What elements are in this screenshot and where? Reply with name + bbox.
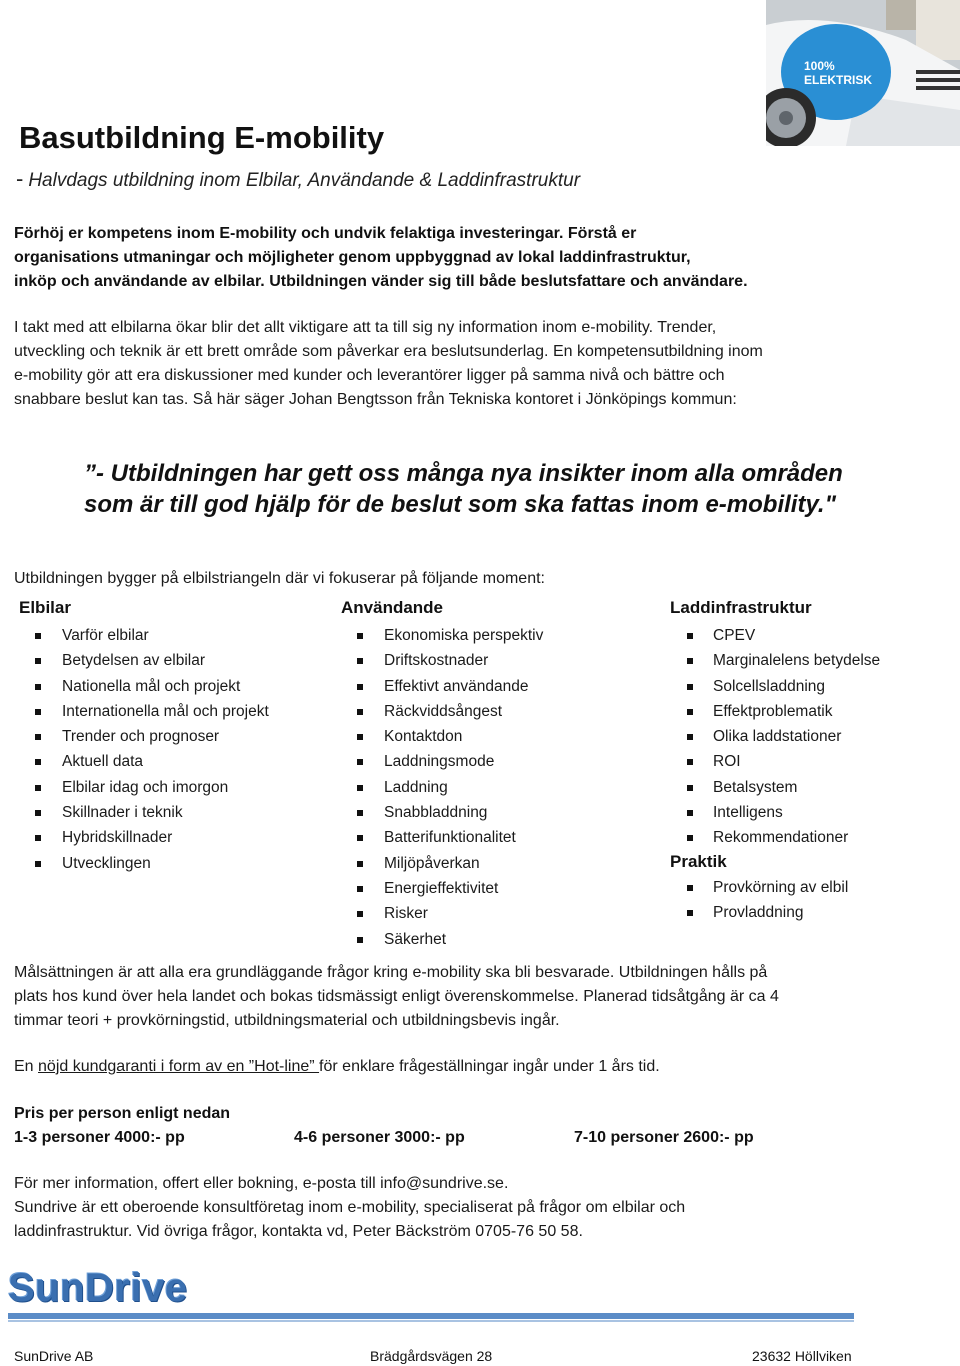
sundrive-logo: SunDrive [8, 1266, 188, 1310]
anvandande-list [341, 623, 543, 952]
list-item: Varför elbilar [19, 623, 269, 648]
paragraph-line: utveckling och teknik är ett brett område som påverkar era beslutsunderlag. En kompetensutbildning inom [14, 343, 763, 360]
paragraph-line: I takt med att elbilarna ökar blir det allt viktigare att ta till sig ny information inom e-mobility. Trender, [14, 319, 717, 336]
list-item: Olika laddstationer [670, 724, 880, 749]
list-item: Provkörning av elbil [670, 875, 880, 900]
quote-line: som är till god hjälp för de beslut som ska fattas inom e-mobility." [84, 491, 836, 518]
list-item: Säkerhet [341, 927, 543, 952]
paragraph-line: Sundrive är ett oberoende konsultföretag inom e-mobility, specialiserat på frågor om elbilar och [14, 1199, 686, 1216]
square-bullet-icon [357, 709, 363, 715]
list-item: Miljöpåverkan [341, 851, 543, 876]
hotline-prefix: En [14, 1058, 39, 1075]
square-bullet-icon [35, 835, 41, 841]
hotline-underlined: nöjd kundgaranti i form av en ”Hot-line” [38, 1058, 320, 1075]
laddinfrastruktur-list [670, 623, 880, 851]
square-bullet-icon [35, 810, 41, 816]
hotline-suffix: för enklare frågeställningar ingår under 1 års tid. [319, 1058, 660, 1075]
square-bullet-icon [687, 734, 693, 740]
list-item: Batterifunktionalitet [341, 825, 543, 850]
intro-paragraph [14, 222, 894, 294]
logo-underline-light [8, 1320, 854, 1322]
price-tier: 7-10 personer 2600:- pp [574, 1129, 754, 1146]
list-item: Kontaktdon [341, 724, 543, 749]
list-item: Solcellsladdning [670, 674, 880, 699]
list-item: Effektproblematik [670, 699, 880, 724]
square-bullet-icon [35, 759, 41, 765]
list-item: Laddning [341, 775, 543, 800]
square-bullet-icon [357, 684, 363, 690]
column-heading: Laddinfrastruktur [670, 598, 812, 617]
car-illustration [766, 0, 960, 146]
page-subtitle [16, 166, 580, 192]
moments-intro: Utbildningen bygger på elbilstriangeln där vi fokuserar på följande moment: [14, 570, 545, 587]
column-heading: Användande [341, 598, 444, 617]
price-tier: 1-3 personer 4000:- pp [14, 1129, 185, 1146]
square-bullet-icon [687, 633, 693, 639]
list-item: Provladdning [670, 900, 880, 925]
column-heading: Elbilar [19, 598, 71, 617]
hotline-guarantee [14, 1055, 894, 1079]
footer-address: Brädgårdsvägen 28 [370, 1348, 493, 1364]
footer-city: 23632 Höllviken [752, 1348, 852, 1364]
testimonial-quote [84, 458, 924, 520]
square-bullet-icon [357, 835, 363, 841]
paragraph-line: e-mobility gör att era diskussioner med kunder och leverantörer ligger på samma nivå och bättre och [14, 367, 725, 384]
page-title: Basutbildning E-mobility [19, 120, 385, 155]
paragraph-line: laddinfrastruktur. Vid övriga frågor, kontakta vd, Peter Bäckström 0705-76 50 58. [14, 1223, 583, 1240]
square-bullet-icon [687, 785, 693, 791]
list-item: Rekommendationer [670, 825, 880, 850]
intro-line: inköp och användande av elbilar. Utbildningen vänder sig till både beslutsfattare och användare. [14, 273, 748, 290]
list-item: Driftskostnader [341, 648, 543, 673]
square-bullet-icon [35, 785, 41, 791]
list-item: Skillnader i teknik [19, 800, 269, 825]
body-paragraph-1 [14, 316, 894, 412]
square-bullet-icon [357, 759, 363, 765]
paragraph-line: snabbare beslut kan tas. Så här säger Johan Bengtsson från Tekniska kontoret i Jönköpings kommun: [14, 391, 737, 408]
badge-text-2: ELEKTRISK [804, 73, 873, 87]
badge-text-1: 100% [804, 59, 835, 73]
square-bullet-icon [35, 658, 41, 664]
column-elbilar [19, 598, 269, 876]
square-bullet-icon [687, 810, 693, 816]
list-item: Trender och prognoser [19, 724, 269, 749]
praktik-list [670, 875, 880, 926]
list-item: Nationella mål och projekt [19, 674, 269, 699]
column-laddinfrastruktur [670, 598, 880, 925]
list-item: Hybridskillnader [19, 825, 269, 850]
list-item: Aktuell data [19, 749, 269, 774]
paragraph-line: timmar teori + provkörningstid, utbildningsmaterial och utbildningsbevis ingår. [14, 1012, 560, 1029]
contact-paragraph [14, 1172, 894, 1244]
list-item: Elbilar idag och imorgon [19, 775, 269, 800]
list-item: Räckviddsångest [341, 699, 543, 724]
square-bullet-icon [35, 861, 41, 867]
square-bullet-icon [687, 910, 693, 916]
square-bullet-icon [687, 885, 693, 891]
list-item: Snabbladdning [341, 800, 543, 825]
square-bullet-icon [35, 633, 41, 639]
body-paragraph-2 [14, 961, 894, 1033]
square-bullet-icon [357, 633, 363, 639]
quote-line: ”- Utbildningen har gett oss många nya insikter inom alla områden [84, 460, 843, 487]
list-item: Betydelsen av elbilar [19, 648, 269, 673]
square-bullet-icon [35, 684, 41, 690]
list-item: CPEV [670, 623, 880, 648]
square-bullet-icon [357, 937, 363, 943]
square-bullet-icon [357, 734, 363, 740]
price-tier: 4-6 personer 3000:- pp [294, 1129, 465, 1146]
square-bullet-icon [35, 734, 41, 740]
list-item: Intelligens [670, 800, 880, 825]
electric-car-photo [766, 0, 960, 146]
subtitle-text: Halvdags utbildning inom Elbilar, Användande & Laddinfrastruktur [28, 170, 581, 191]
footer-company: SunDrive AB [14, 1348, 94, 1364]
paragraph-line: Målsättningen är att alla era grundläggande frågor kring e-mobility ska bli besvarade. Utbildningen hålls på [14, 964, 768, 981]
intro-line: organisations utmaningar och möjligheter genom uppbyggnad av lokal laddinfrastruktur, [14, 249, 691, 266]
square-bullet-icon [35, 709, 41, 715]
square-bullet-icon [357, 911, 363, 917]
square-bullet-icon [687, 759, 693, 765]
paragraph-line: För mer information, offert eller bokning, e-posta till info@sundrive.se. [14, 1175, 509, 1192]
paragraph-line: plats hos kund över hela landet och bokas tidsmässigt enligt överenskommelse. Planerad tidsåtgång är ca 4 [14, 988, 779, 1005]
list-item: Betalsystem [670, 775, 880, 800]
logo-underline [8, 1313, 854, 1319]
column-heading: Praktik [670, 851, 727, 871]
square-bullet-icon [357, 785, 363, 791]
intro-line: Förhöj er kompetens inom E-mobility och undvik felaktiga investeringar. Förstå er [14, 225, 637, 242]
list-item: Risker [341, 901, 543, 926]
square-bullet-icon [687, 709, 693, 715]
list-item: Effektivt användande [341, 674, 543, 699]
square-bullet-icon [687, 835, 693, 841]
elbilar-list [19, 623, 269, 876]
square-bullet-icon [357, 810, 363, 816]
square-bullet-icon [357, 861, 363, 867]
pricing-heading: Pris per person enligt nedan [14, 1105, 231, 1122]
list-item: Internationella mål och projekt [19, 699, 269, 724]
square-bullet-icon [357, 886, 363, 892]
list-item: Energieffektivitet [341, 876, 543, 901]
list-item: Laddningsmode [341, 749, 543, 774]
list-item: ROI [670, 749, 880, 774]
square-bullet-icon [357, 658, 363, 664]
list-item: Ekonomiska perspektiv [341, 623, 543, 648]
square-bullet-icon [687, 684, 693, 690]
list-item: Marginalelens betydelse [670, 648, 880, 673]
list-item: Utvecklingen [19, 851, 269, 876]
column-anvandande [341, 598, 543, 952]
square-bullet-icon [687, 658, 693, 664]
subtitle-dash: - [16, 166, 24, 191]
